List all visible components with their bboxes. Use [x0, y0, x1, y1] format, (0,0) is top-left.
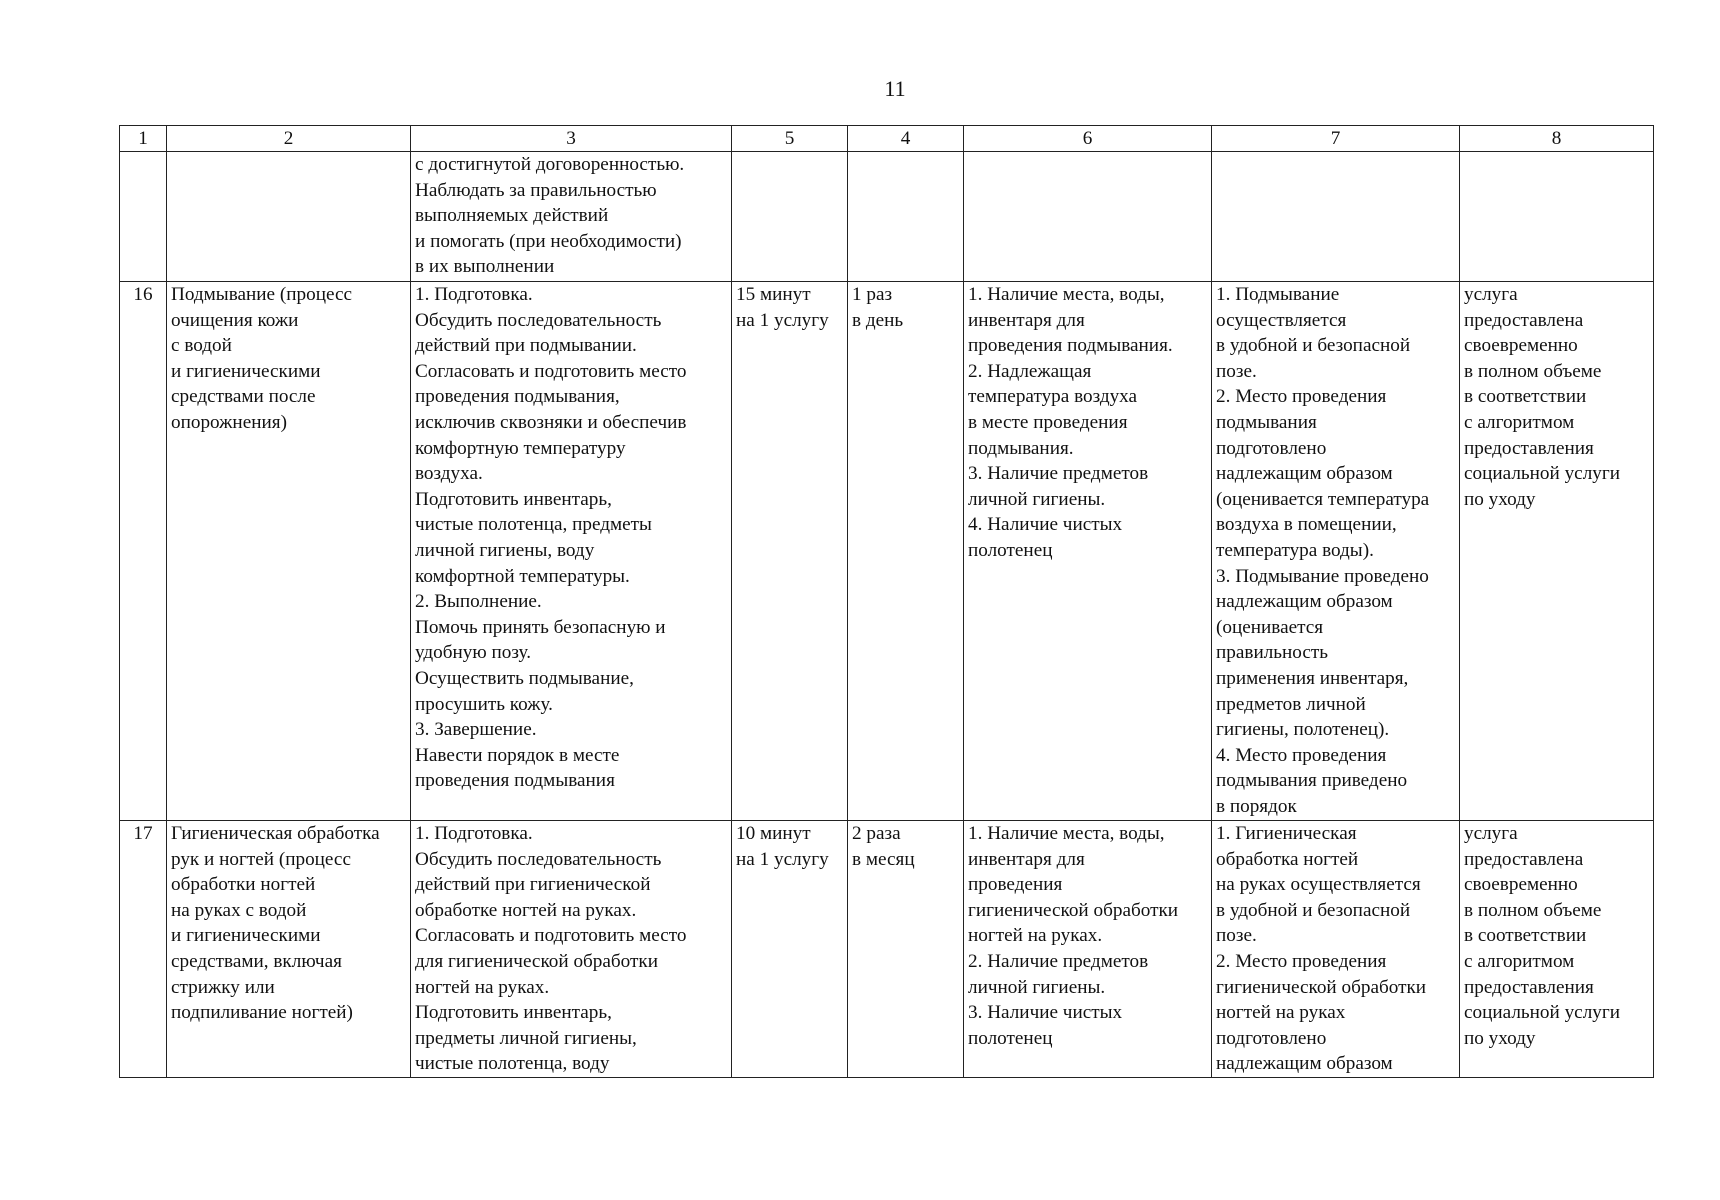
column-header-2: 2 [167, 126, 411, 152]
page-number: 11 [884, 76, 906, 101]
service-quality-cell [1212, 152, 1460, 282]
row-number-cell: 17 [120, 821, 167, 1078]
service-time-cell: 10 минут на 1 услугу [732, 821, 848, 1078]
service-quality-cell: 1. Гигиеническая обработка ногтей на руках осуществляется в удобной и безопасной позе. 2. Место проведения гигиенической обработки ногтей на руках подготовлено надлежащим образом [1212, 821, 1460, 1078]
column-header-4: 4 [848, 126, 964, 152]
service-name-cell: Подмывание (процесс очищения кожи с водой и гигиеническими средствами после опорожнения) [167, 282, 411, 821]
service-result-cell: услуга предоставлена своевременно в полном объеме в соответствии с алгоритмом предоставления социальной услуги по уходу [1460, 282, 1654, 821]
column-header-7: 7 [1212, 126, 1460, 152]
service-quality-cell: 1. Подмывание осуществляется в удобной и безопасной позе. 2. Место проведения подмывания подготовлено надлежащим образом (оценивается температура воздуха в помещении, температура воды). 3. Подмывание проведено надлежащим образом (оценивается правильность применения инвентаря, предметов личной гигиены, полотенец). 4. Место проведения подмывания приведено в порядок [1212, 282, 1460, 821]
service-conditions-cell: 1. Наличие места, воды, инвентаря для проведения гигиенической обработки ногтей на руках. 2. Наличие предметов личной гигиены. 3. Наличие чистых полотенец [964, 821, 1212, 1078]
service-name-cell: Гигиеническая обработка рук и ногтей (процесс обработки ногтей на руках с водой и гигиеническими средствами, включая стрижку или подпиливание ногтей) [167, 821, 411, 1078]
row-number-cell [120, 152, 167, 282]
row-number-cell: 16 [120, 282, 167, 821]
table-header-row [120, 126, 1654, 152]
service-actions-cell: 1. Подготовка. Обсудить последовательность действий при подмывании. Согласовать и подготовить место проведения подмывания, исключив сквозняки и обеспечив комфортную температуру воздуха. Подготовить инвентарь, чистые полотенца, предметы личной гигиены, воду комфортной температуры. 2. Выполнение. Помочь принять безопасную и удобную позу. Осуществить подмывание, просушить кожу. 3. Завершение. Навести порядок в месте проведения подмывания [411, 282, 732, 821]
service-conditions-cell [964, 152, 1212, 282]
service-conditions-cell: 1. Наличие места, воды, инвентаря для проведения подмывания. 2. Надлежащая температура воздуха в месте проведения подмывания. 3. Наличие предметов личной гигиены. 4. Наличие чистых полотенец [964, 282, 1212, 821]
service-frequency-cell: 1 раз в день [848, 282, 964, 821]
service-frequency-cell [848, 152, 964, 282]
service-name-cell [167, 152, 411, 282]
service-result-cell [1460, 152, 1654, 282]
service-frequency-cell: 2 раза в месяц [848, 821, 964, 1078]
service-time-cell: 15 минут на 1 услугу [732, 282, 848, 821]
services-table [119, 125, 1654, 1078]
column-header-8: 8 [1460, 126, 1654, 152]
table-row [120, 152, 1654, 282]
table-row [120, 282, 1654, 821]
service-time-cell [732, 152, 848, 282]
column-header-3: 3 [411, 126, 732, 152]
service-result-cell: услуга предоставлена своевременно в полном объеме в соответствии с алгоритмом предоставления социальной услуги по уходу [1460, 821, 1654, 1078]
service-actions-cell: с достигнутой договоренностью. Наблюдать за правильностью выполняемых действий и помогать (при необходимости) в их выполнении [411, 152, 732, 282]
table-row [120, 821, 1654, 1078]
service-actions-cell: 1. Подготовка. Обсудить последовательность действий при гигиенической обработке ногтей на руках. Согласовать и подготовить место для гигиенической обработки ногтей на руках. Подготовить инвентарь, предметы личной гигиены, чистые полотенца, воду [411, 821, 732, 1078]
column-header-1: 1 [120, 126, 167, 152]
column-header-5: 5 [732, 126, 848, 152]
column-header-6: 6 [964, 126, 1212, 152]
